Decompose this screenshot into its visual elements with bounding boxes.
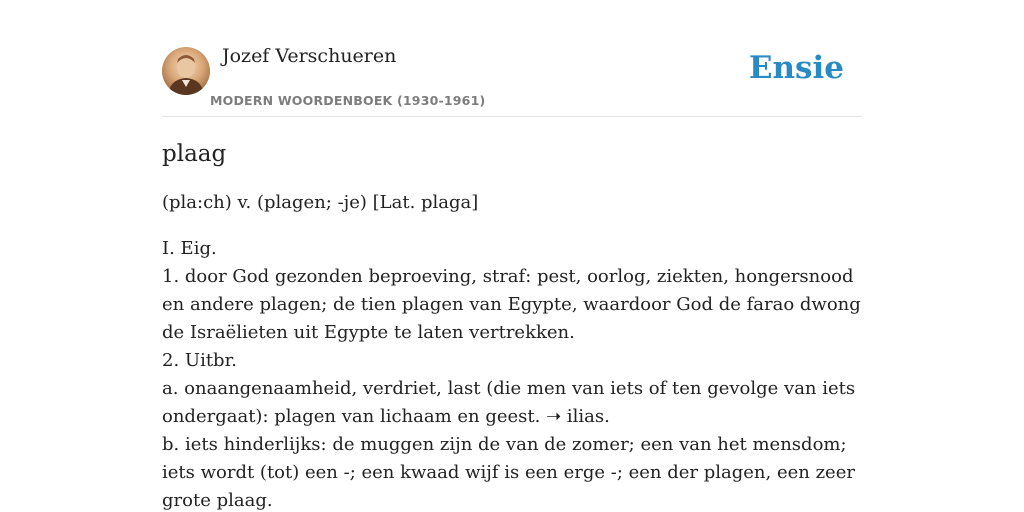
site-header — [162, 0, 862, 117]
entry-pronunciation: (pla:ch) v. (plagen; -je) [Lat. plaga] — [162, 192, 479, 213]
entry-content — [162, 138, 862, 512]
entry-definition — [162, 235, 862, 512]
definition-line: I. Eig. — [162, 238, 217, 259]
portrait-icon — [162, 47, 210, 95]
entry-headword: plaag — [162, 141, 227, 167]
brand-logo-link[interactable]: Ensie — [748, 50, 844, 86]
definition-line: a. onaangenaamheid, verdriet, last (die men van iets of ten gevolge van iets ondergaat): plagen van lichaam en geest. ➝ ilias. — [162, 378, 856, 427]
author-avatar[interactable] — [162, 47, 210, 95]
definition-line: 2. Uitbr. — [162, 350, 237, 371]
definition-line: b. iets hinderlijks: de muggen zijn de van de zomer; een van het mensdom; iets wordt (tot) een -; een kwaad wijf is een erge -; een der plagen, een zeer grote plaag. — [162, 434, 855, 511]
dictionary-source[interactable]: MODERN WOORDENBOEK (1930-1961) — [210, 93, 486, 108]
definition-line: 1. door God gezonden beproeving, straf: pest, oorlog, ziekten, hongersnood en andere plagen; de tien plagen van Egypte, waardoor God de farao dwong de Israëlieten uit Egypte te laten vertrekken. — [162, 266, 861, 343]
author-name[interactable]: Jozef Verschueren — [222, 45, 397, 67]
